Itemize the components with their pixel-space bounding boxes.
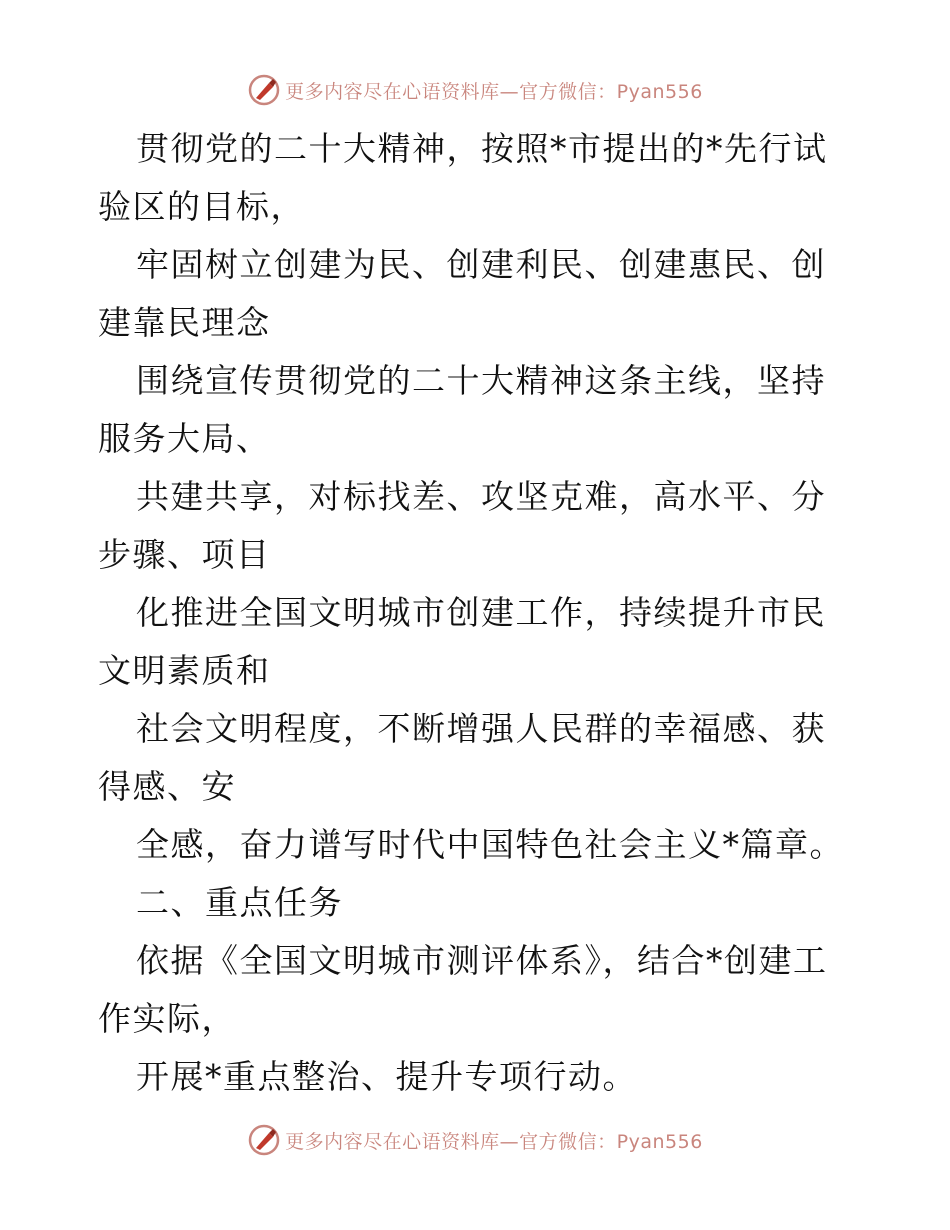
paragraph-1: 贯彻党的二十大精神，按照*市提出的*先行试验区的目标，	[98, 129, 828, 226]
paragraph-3: 围绕宣传贯彻党的二十大精神这条主线，坚持服务大局、	[98, 361, 826, 458]
header-watermark-text: 更多内容尽在心语资料库—官方微信：Pyan556	[285, 80, 703, 103]
header-watermark-banner	[0, 70, 950, 110]
footer-watermark-text: 更多内容尽在心语资料库—官方微信：Pyan556	[285, 1130, 703, 1153]
paragraph-2: 牢固树立创建为民、创建利民、创建惠民、创建靠民理念	[98, 245, 826, 342]
paragraph-6: 社会文明程度，不断增强人民群的幸福感、获得感、安	[98, 709, 826, 806]
footer-watermark-banner	[0, 1120, 950, 1160]
paragraph-8: 依据《全国文明城市测评体系》，结合*创建工作实际，	[98, 941, 828, 1038]
document-body	[98, 120, 858, 1106]
section-heading: 二、重点任务	[136, 883, 343, 922]
paragraph-7: 全感，奋力谱写时代中国特色社会主义*篇章。	[136, 825, 844, 864]
pen-nib-logo-icon	[247, 73, 281, 107]
pen-nib-logo-icon	[247, 1123, 281, 1157]
paragraph-4: 共建共享，对标找差、攻坚克难，高水平、分步骤、项目	[98, 477, 826, 574]
paragraph-9: 开展*重点整治、提升专项行动。	[136, 1057, 637, 1096]
paragraph-5: 化推进全国文明城市创建工作，持续提升市民文明素质和	[98, 593, 826, 690]
